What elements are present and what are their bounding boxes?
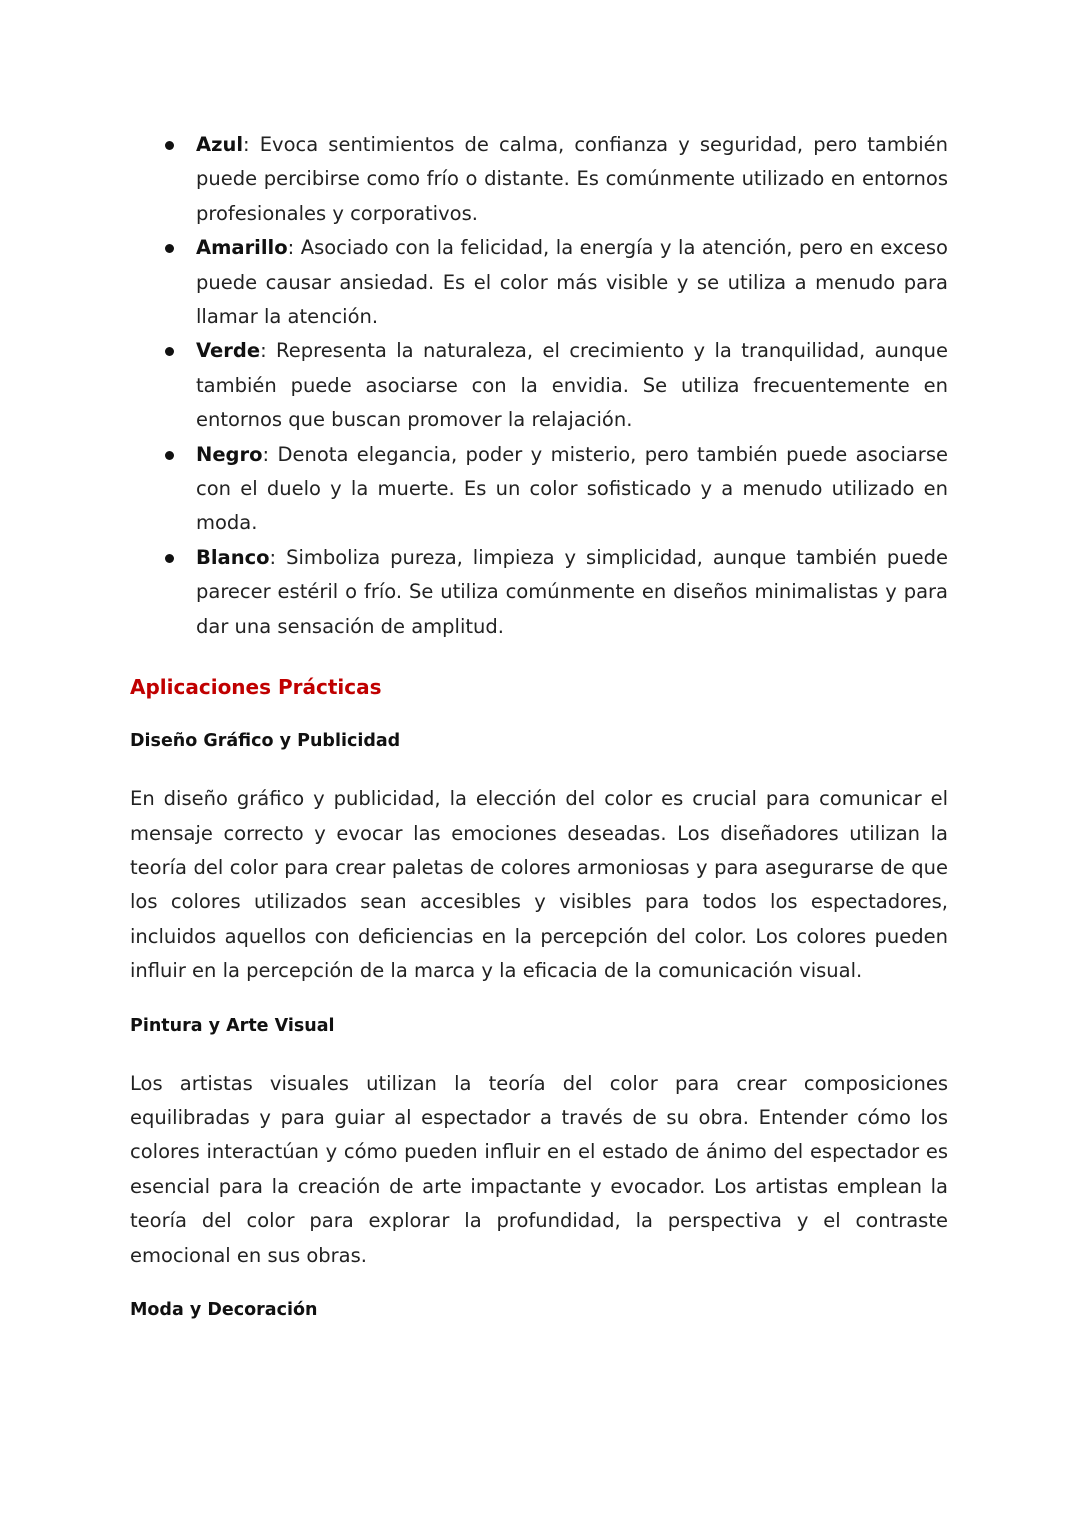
list-item [130,128,948,231]
section-title: Aplicaciones Prácticas [130,675,382,700]
subsection-body-pintura: Los artistas visuales utilizan la teoría del color para crear composiciones equilibradas y para guiar al espectador a través de su obra. Entender cómo los colores interactúan y cómo pueden influir en el estado de ánimo del espectador es esencial para la creación de arte impactante y evocador. Los artistas emplean la teoría del color para explorar la profundidad, la perspectiva y el contraste emocional en sus obras. [130,1071,948,1267]
subsection-heading-moda: Moda y Decoración [130,1299,318,1320]
list-item-term: Amarillo [196,236,288,260]
list-item-term: Azul [196,133,244,156]
list-item [130,334,948,437]
list-item [130,541,948,644]
list-item [130,231,948,334]
bullet-icon [165,554,174,563]
list-item-text: : Evoca sentimientos de calma, confianza y seguridad, pero también puede percibirse como frío o distante. Es comúnmente utilizado en entornos profesionales y corporativos. [196,133,948,225]
color-meaning-list [130,128,948,644]
page-content [130,128,948,1351]
subsection-heading-pintura: Pintura y Arte Visual [130,1015,335,1036]
subsection-body-diseno-grafico: En diseño gráfico y publicidad, la elección del color es crucial para comunicar el mensaje correcto y evocar las emociones deseadas. Los diseñadores utilizan la teoría del color para crear paletas de colores armoniosas y para asegurarse de que los colores utilizados sean accesibles y visibles para todos los espectadores, incluidos aquellos con deficiencias en la percepción del color. Los colores pueden influir en la percepción de la marca y la eficacia de la comunicación visual. [130,787,948,983]
list-item-text: : Simboliza pureza, limpieza y simplicidad, aunque también puede parecer estéril o frío. Se utiliza comúnmente en diseños minimalistas y para dar una sensación de amplitud. [196,545,948,638]
list-item-text: : Representa la naturaleza, el crecimiento y la tranquilidad, aunque también puede asociarse con la envidia. Se utiliza frecuentemente en entornos que buscan promover la relajación. [196,339,948,432]
list-item-term: Verde [196,339,261,363]
list-item-text: : Asociado con la felicidad, la energía y la atención, pero en exceso puede causar ansiedad. Es el color más visible y se utiliza a menudo para llamar la atención. [196,236,948,329]
list-item-term: Blanco [196,545,270,569]
bullet-icon [165,244,174,253]
subsection-heading-diseno-grafico: Diseño Gráfico y Publicidad [130,731,401,752]
list-item-text: : Denota elegancia, poder y misterio, pero también puede asociarse con el duelo y la muerte. Es un color sofisticado y a menudo utilizado en moda. [196,442,948,535]
bullet-icon [165,141,174,150]
list-item-term: Negro [196,442,263,466]
bullet-icon [165,347,174,356]
bullet-icon [165,451,174,460]
list-item [130,438,948,541]
